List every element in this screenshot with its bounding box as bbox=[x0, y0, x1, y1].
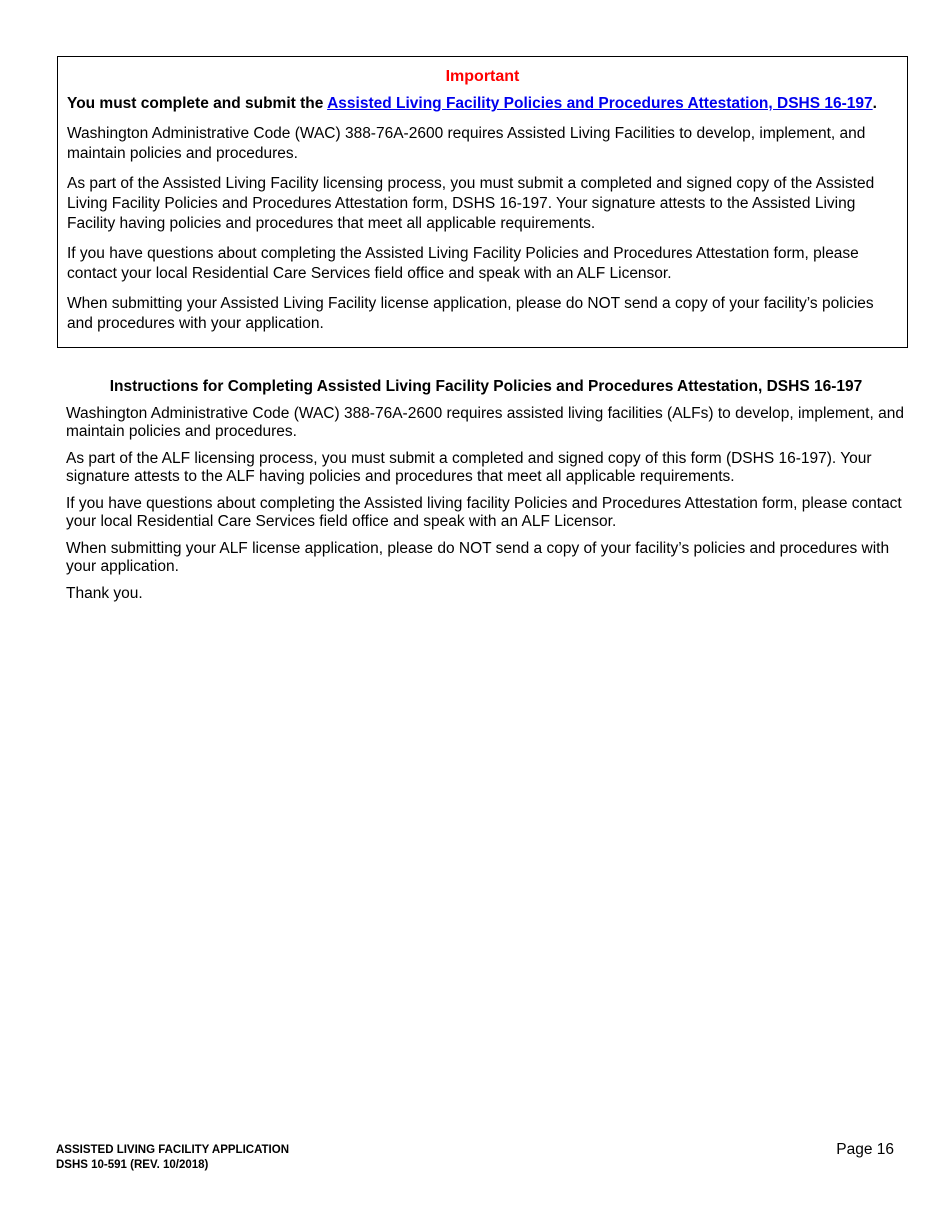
footer-form-info bbox=[56, 1143, 289, 1173]
must-submit-suffix: . bbox=[872, 95, 877, 112]
important-paragraph-licensing: As part of the Assisted Living Facility licensing process, you must submit a completed and signed copy of the Assisted Living Facility Policies and Procedures Attestation form, DSHS 16-197. Your signature attests to the Assisted Living Facility having policies and procedures that meet all applicable requirements. bbox=[67, 175, 875, 232]
important-paragraph-questions: If you have questions about completing the Assisted Living Facility Policies and Procedures Attestation form, please contact your local Residential Care Services field office and speak with an ALF Licensor. bbox=[67, 245, 859, 282]
instructions-paragraph-licensing: As part of the ALF licensing process, you must submit a completed and signed copy of this form (DSHS 16-197). Your signature attests to the ALF having policies and procedures that meet all applicable requirements. bbox=[66, 450, 872, 485]
important-title: Important bbox=[445, 68, 520, 85]
must-submit-prefix: You must complete and submit the bbox=[67, 95, 328, 112]
important-paragraph-wac: Washington Administrative Code (WAC) 388-76A-2600 requires Assisted Living Facilities to develop, implement, and maintain policies and procedures. bbox=[67, 125, 866, 162]
instructions-heading: Instructions for Completing Assisted Living Facility Policies and Procedures Attestation, DSHS 16-197 bbox=[109, 378, 863, 395]
page-number: Page 16 bbox=[836, 1141, 894, 1158]
instructions-section bbox=[66, 377, 906, 612]
footer-form-number: DSHS 10-591 (REV. 10/2018) bbox=[56, 1159, 209, 1171]
instructions-paragraph-questions: If you have questions about completing the Assisted living facility Policies and Procedures Attestation form, please contact your local Residential Care Services field office and speak with an ALF Licensor. bbox=[66, 495, 902, 530]
instructions-thank-you: Thank you. bbox=[66, 585, 143, 602]
important-notice-box bbox=[57, 56, 908, 348]
footer-form-title: ASSISTED LIVING FACILITY APPLICATION bbox=[56, 1144, 289, 1156]
instructions-paragraph-submitting: When submitting your ALF license application, please do NOT send a copy of your facility’s policies and procedures with your application. bbox=[66, 540, 890, 575]
attestation-form-link[interactable]: Assisted Living Facility Policies and Procedures Attestation, DSHS 16-197 bbox=[327, 95, 873, 112]
must-submit-statement bbox=[67, 94, 898, 114]
instructions-paragraph-wac: Washington Administrative Code (WAC) 388-76A-2600 requires assisted living facilities (ALFs) to develop, implement, and maintain policies and procedures. bbox=[66, 405, 904, 440]
important-paragraph-submitting: When submitting your Assisted Living Facility license application, please do NOT send a copy of your facility’s policies and procedures with your application. bbox=[67, 295, 874, 332]
